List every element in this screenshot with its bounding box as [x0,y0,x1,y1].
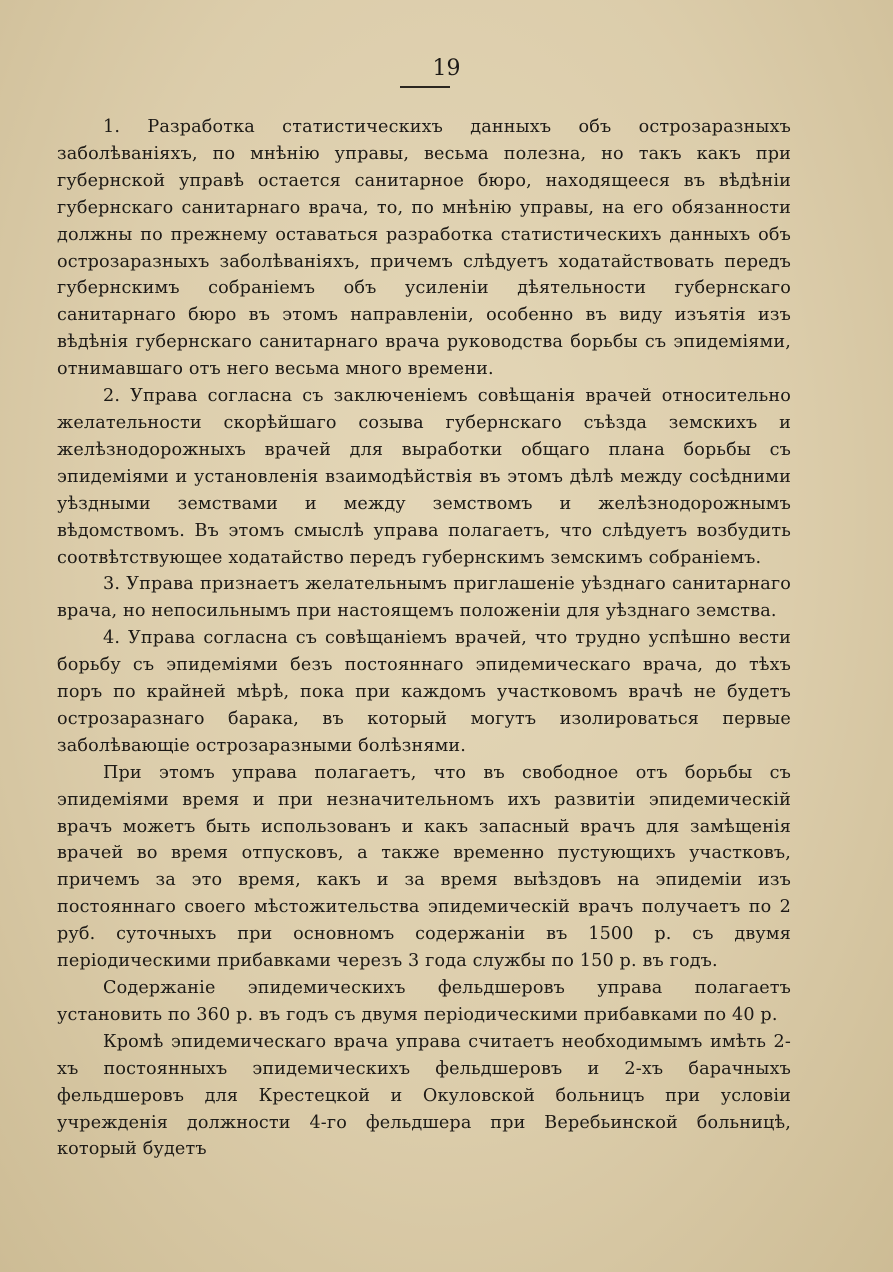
paragraph-4: 4. Управа согласна съ совѣщаніемъ врачей, что трудно успѣшно вести борьбу съ эпидеміями безъ постояннаго эпидемическаго врача, до тѣхъ поръ по крайней мѣрѣ, пока при каждомъ участковомъ врачѣ не будетъ острозаразнаго барака, въ который могутъ изолироваться первые заболѣвающіе острозаразными болѣзнями. [57,628,791,756]
page-number-rule [400,86,450,88]
page-number: 19 [432,56,461,81]
paragraph-5: При этомъ управа полагаетъ, что въ свободное отъ борьбы съ эпидеміями время и при незначительномъ ихъ развитіи эпидемическій врачъ можетъ быть использованъ и какъ запасный врачъ для замѣщенія врачей во время отпусковъ, а также временно пустующихъ участковъ, причемъ за это время, какъ и за время выѣздовъ на эпидеміи изъ постояннаго своего мѣстожительства эпидемическій врачъ получаетъ по 2 руб. суточныхъ при основномъ содержаніи въ 1500 р. съ двумя періодическими прибавками черезъ 3 года службы по 150 р. въ годъ. [57,762,791,972]
paragraph-6: Содержаніе эпидемическихъ фельдшеровъ управа полагаетъ установить по 360 р. въ годъ съ двумя періодическими прибавками по 40 р. [57,978,791,1025]
paragraph-7: Кромѣ эпидемическаго врача управа считаетъ необходимымъ имѣть 2-хъ постоянныхъ эпидемическихъ фельдшеровъ и 2-хъ барачныхъ фельдшеровъ для Крестецкой и Окуловской больницъ при условіи учрежденія должности 4-го фельдшера при Веребьинской больницѣ, который будетъ [57,1031,791,1160]
body-text [57,114,791,1163]
paragraph-1: 1. Разработка статистическихъ данныхъ объ острозаразныхъ заболѣваніяхъ, по мнѣнію управы, весьма полезна, но такъ какъ при губернской управѣ остается санитарное бюро, находящееся въ вѣдѣніи губернскаго санитарнаго врача, то, по мнѣнію управы, на его обязанности должны по прежнему оставаться разработка статистическихъ данныхъ объ острозаразныхъ заболѣваніяхъ, причемъ слѣдуетъ ходатайствовать передъ губернскимъ собраніемъ объ усиленіи дѣятельности губернскаго санитарнаго бюро въ этомъ направленіи, особенно въ виду изъятія изъ вѣдѣнія губернскаго санитарнаго врача руководства борьбы съ эпидеміями, отнимавшаго отъ него весьма много времени. [57,117,791,380]
paragraph-3: 3. Управа признаетъ желательнымъ приглашеніе уѣзднаго санитарнаго врача, но непосильнымъ при настоящемъ положеніи для уѣзднаго земства. [57,574,791,622]
paragraph-2: 2. Управа согласна съ заключеніемъ совѣщанія врачей относительно желательности скорѣйшаго созыва губернскаго съѣзда земскихъ и желѣзнодорожныхъ врачей для выработки общаго плана борьбы съ эпидеміями и установленія взаимодѣйствія въ этомъ дѣлѣ между сосѣдними уѣздными земствами и между земствомъ и желѣзнодорожнымъ вѣдомствомъ. Въ этомъ смыслѣ управа полагаетъ, что слѣдуетъ возбудить соотвѣтствующее ходатайство передъ губернскимъ земскимъ собраніемъ. [57,386,791,568]
